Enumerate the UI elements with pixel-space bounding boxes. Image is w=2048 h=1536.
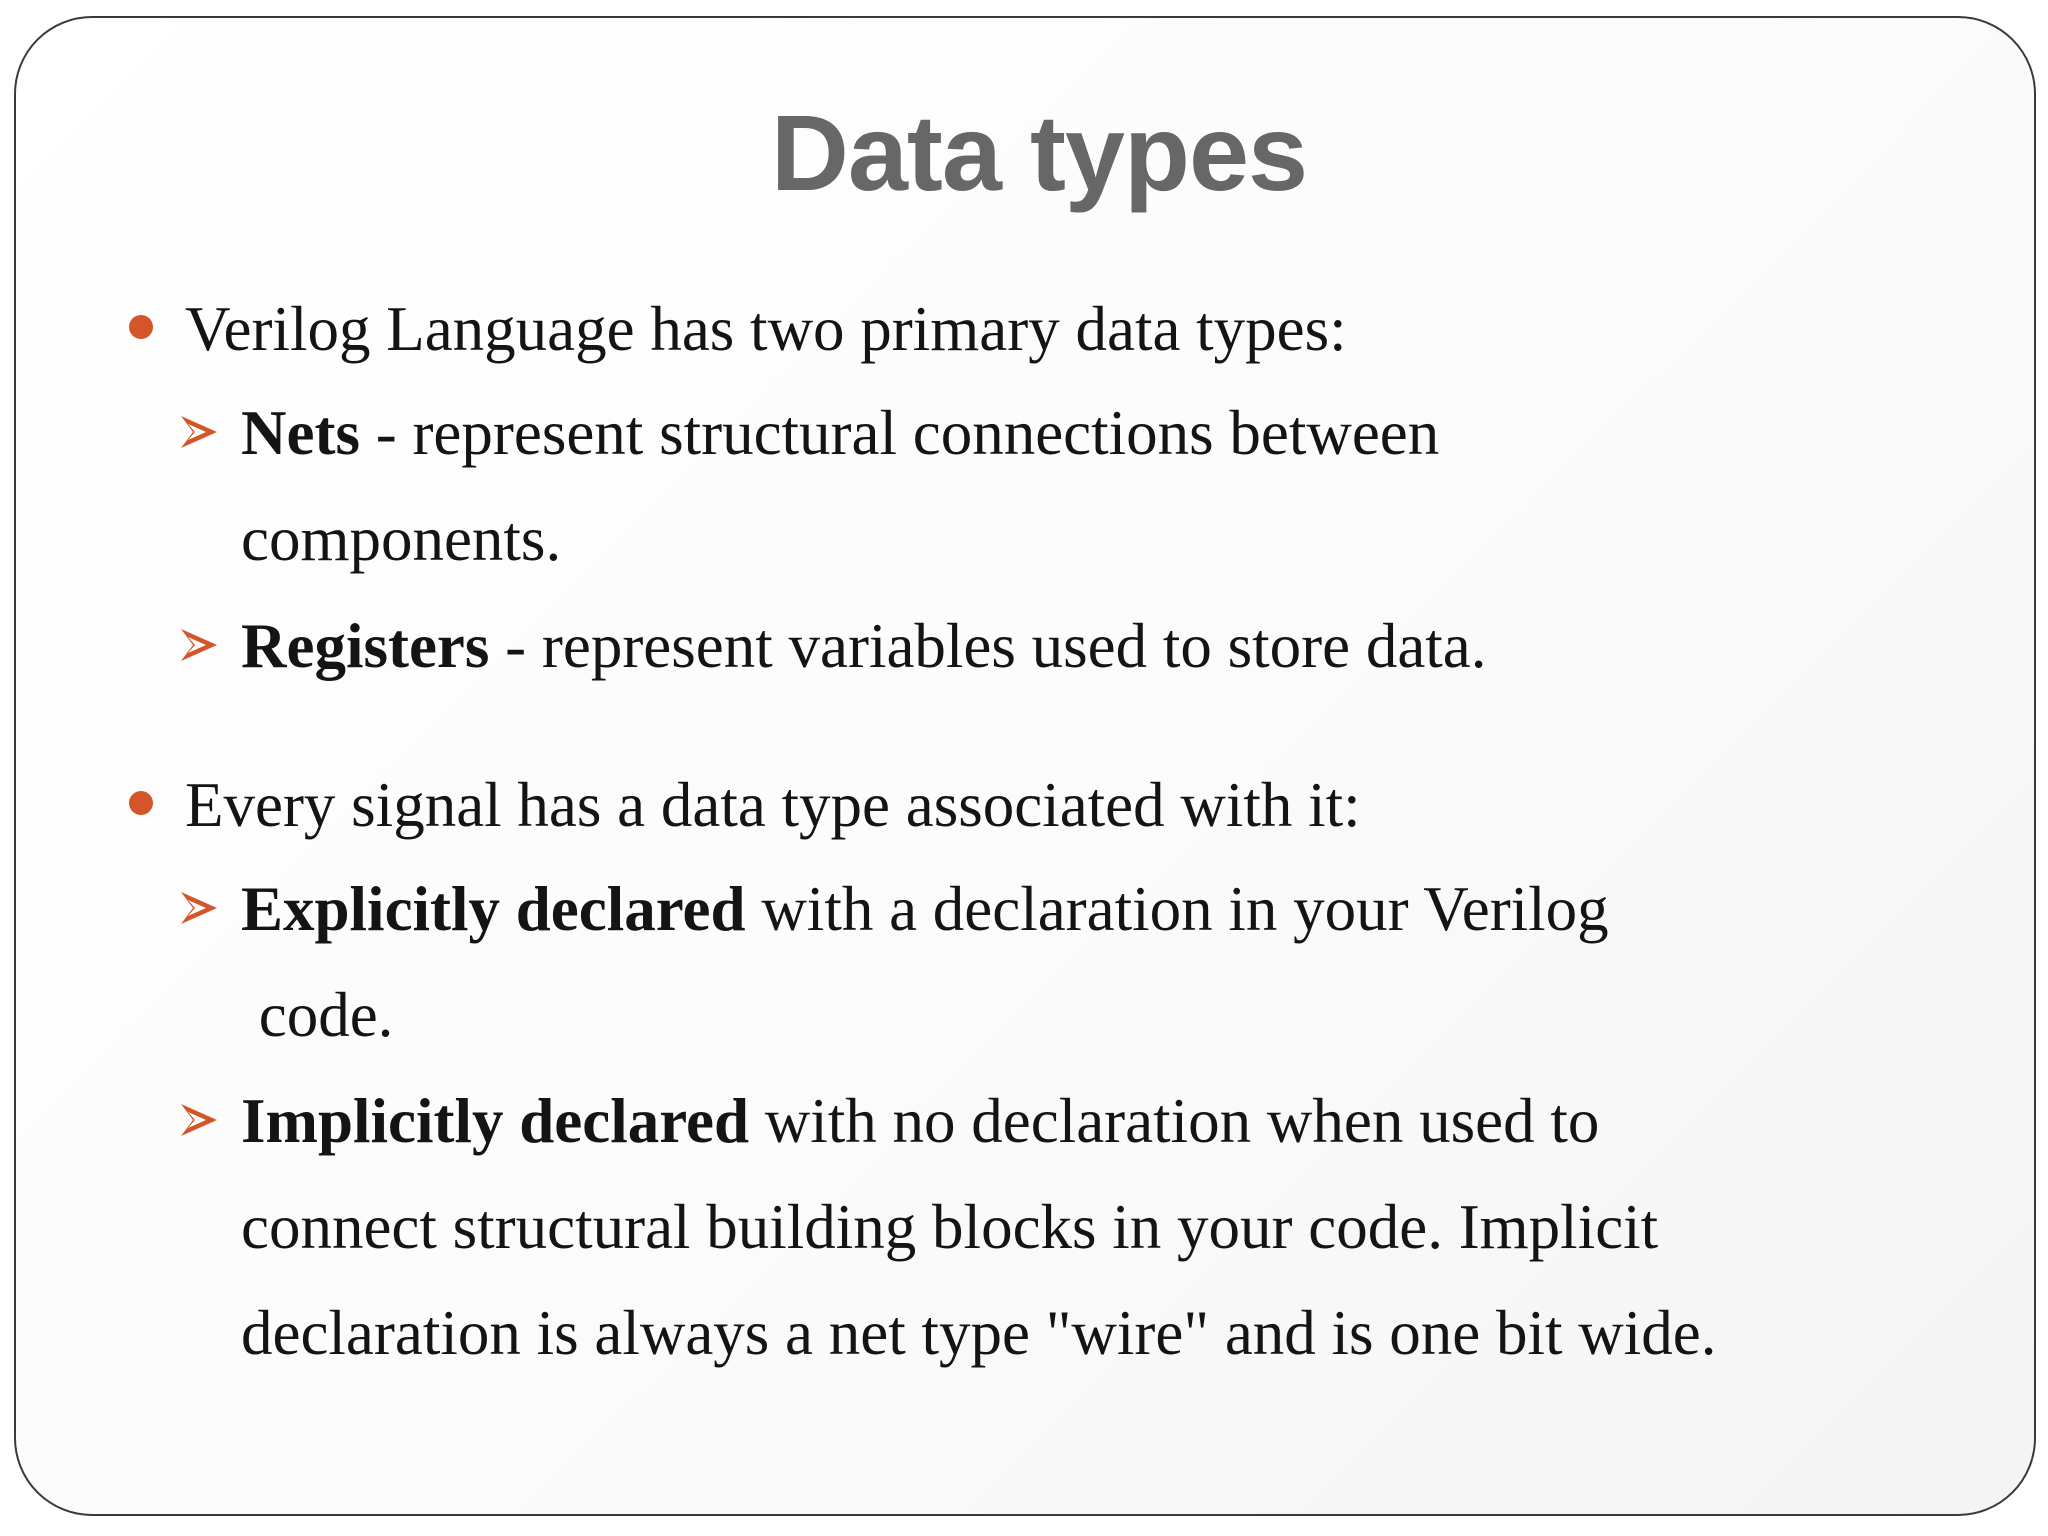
subitem-continuation: connect structural building blocks in your code. Implicit bbox=[241, 1192, 1659, 1262]
subitem-line bbox=[241, 874, 1609, 944]
slide-frame bbox=[14, 16, 2036, 1516]
bullet-text: Verilog Language has two primary data types: bbox=[185, 294, 1347, 364]
subitem-line bbox=[241, 398, 1440, 468]
bullet-dot-icon bbox=[129, 315, 153, 339]
arrow-bullet-icon bbox=[179, 412, 219, 452]
subitem-term: Registers bbox=[241, 611, 490, 681]
subitem-term: Implicitly declared bbox=[241, 1086, 750, 1156]
subitem-line bbox=[241, 611, 1487, 681]
subitem-text: - represent structural connections between bbox=[359, 398, 1440, 468]
subitem-term: Explicitly declared bbox=[241, 874, 746, 944]
subitem-text: with a declaration in your Verilog bbox=[745, 874, 1609, 944]
subitem-text: - represent variables used to store data. bbox=[489, 611, 1487, 681]
bullet-dot-icon bbox=[129, 791, 153, 815]
subitem-text: with no declaration when used to bbox=[749, 1086, 1600, 1156]
arrow-bullet-icon bbox=[179, 888, 219, 928]
subitem-continuation: code. bbox=[243, 980, 394, 1050]
subitem-continuation: components. bbox=[241, 504, 562, 574]
bullet-text: Every signal has a data type associated with it: bbox=[185, 770, 1361, 840]
subitem-continuation: declaration is always a net type "wire" and is one bit wide. bbox=[241, 1298, 1717, 1368]
slide-title: Data types bbox=[770, 92, 1308, 213]
subitem-line bbox=[241, 1086, 1600, 1156]
arrow-bullet-icon bbox=[179, 1100, 219, 1140]
subitem-term: Nets bbox=[241, 398, 360, 468]
arrow-bullet-icon bbox=[179, 625, 219, 665]
